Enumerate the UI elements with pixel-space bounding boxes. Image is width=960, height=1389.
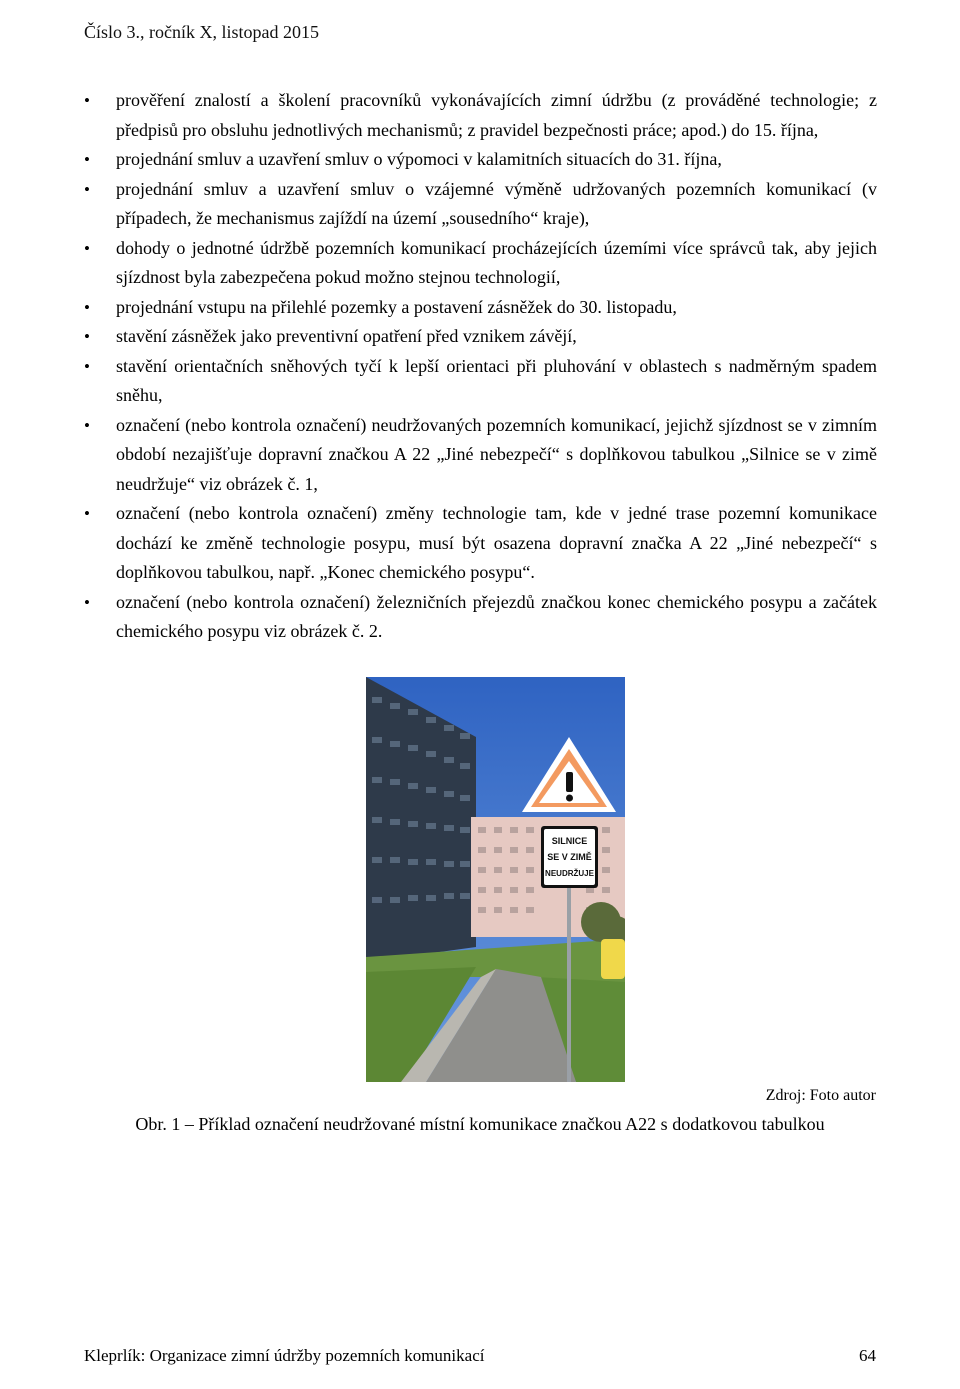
list-item: • označení (nebo kontrola označení) neudržovaných pozemních komunikací, jejichž sjízdnost se v zimním období nezajišťuje dopravní značkou A 22 „Jiné nebezpečí“ s doplňkovou tabulkou „Silnice se v zimě neudržuje“ viz obrázek č. 1, [84,411,877,500]
sign-text-line-3: NEUDRŽUJE [545,869,594,878]
footer-text: Kleprlík: Organizace zimní údržby pozemních komunikací [84,1346,485,1365]
list-item: • označení (nebo kontrola označení) změny technologie tam, kde v jedné trase pozemní komunikace dochází ke změně technologie posypu, musí být osazena dopravní značka A 22 „Jiné nebezpečí“ s doplňkovou tabulkou, např. „Konec chemického posypu“. [84,499,877,588]
list-item: • stavění zásněžek jako preventivní opatření před vznikem závějí, [84,322,877,352]
page-number: 64 [859,1346,876,1365]
list-item: • projednání vstupu na přilehlé pozemky a postavení zásněžek do 30. listopadu, [84,293,877,323]
figure-photo [366,677,625,1082]
list-item: • projednání smluv a uzavření smluv o výpomoci v kalamitních situacích do 31. října, [84,145,877,175]
bullet-list [84,86,877,647]
sign-text-line-2: SE V ZIMĚ [547,852,592,862]
list-item: • projednání smluv a uzavření smluv o vzájemné výměně udržovaných pozemních komunikací (v případech, že mechanismus zajíždí na území „sousedního“ kraje), [84,175,877,234]
page-header: Číslo 3., ročník X, listopad 2015 [84,22,319,42]
list-item: • dohody o jednotné údržbě pozemních komunikací procházejících územími více správců tak, aby jejich sjízdnost byla zabezpečena pokud možno stejnou technologií, [84,234,877,293]
figure-caption: Obr. 1 – Příklad označení neudržované místní komunikace značkou A22 s dodatkovou tabulkou [135,1114,825,1134]
sign-text-line-1: SILNICE [551,836,588,846]
list-item: • stavění orientačních sněhových tyčí k lepší orientaci při pluhování v oblastech s nadměrným spadem sněhu, [84,352,877,411]
list-item: • prověření znalostí a školení pracovníků vykonávajících zimní údržbu (z prováděné technologie; z předpisů pro obsluhu jednotlivých mechanismů; z pravidel bezpečnosti práce; apod.) do 15. října, [84,86,877,145]
list-item: • označení (nebo kontrola označení) železničních přejezdů značkou konec chemického posypu a začátek chemického posypu viz obrázek č. 2. [84,588,877,647]
page-footer [84,1346,876,1366]
figure-source: Zdroj: Foto autor [765,1087,876,1104]
